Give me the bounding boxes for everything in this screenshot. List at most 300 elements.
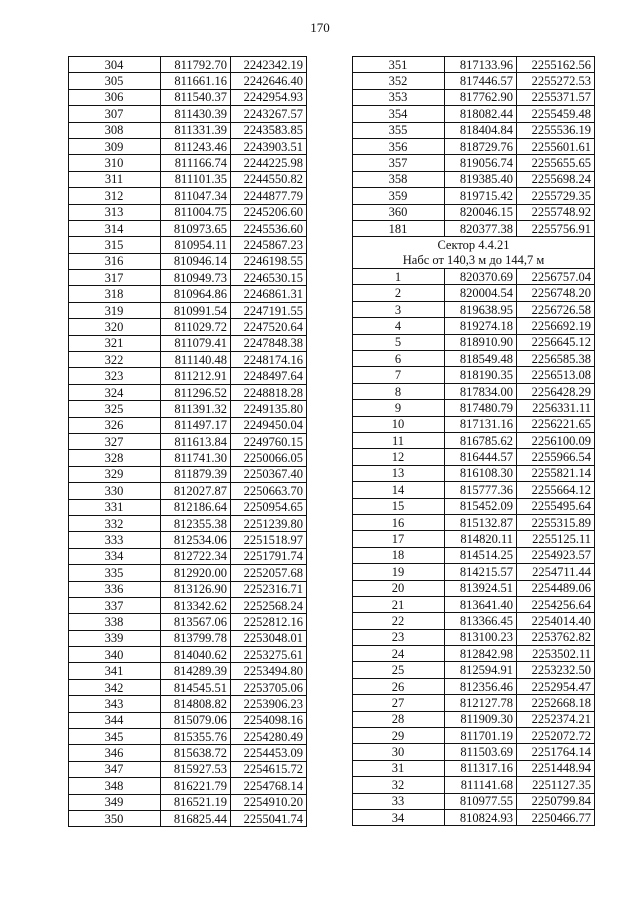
table-row [353, 449, 595, 465]
y-coordinate: 2256513.08 [517, 367, 595, 383]
table-row [353, 318, 595, 334]
table-row [69, 253, 307, 269]
y-coordinate: 2253494.80 [231, 663, 307, 679]
y-coordinate: 2256692.19 [517, 318, 595, 334]
y-coordinate: 2252316.71 [231, 581, 307, 597]
x-coordinate: 818910.90 [445, 334, 517, 350]
table-row [353, 400, 595, 416]
y-coordinate: 2255756.91 [517, 220, 595, 236]
table-row [353, 432, 595, 448]
x-coordinate: 811741.30 [161, 450, 231, 466]
x-coordinate: 815355.76 [161, 729, 231, 745]
point-number: 337 [69, 597, 161, 613]
table-row [353, 220, 595, 236]
point-number: 27 [353, 695, 445, 711]
y-coordinate: 2253232.50 [517, 662, 595, 678]
table-row [69, 663, 307, 679]
x-coordinate: 811317.16 [445, 760, 517, 776]
x-coordinate: 818549.48 [445, 351, 517, 367]
x-coordinate: 811497.17 [161, 417, 231, 433]
table-row [353, 367, 595, 383]
x-coordinate: 811879.39 [161, 466, 231, 482]
x-coordinate: 812356.46 [445, 678, 517, 694]
y-coordinate: 2255966.54 [517, 449, 595, 465]
table-row [69, 581, 307, 597]
point-number: 356 [353, 138, 445, 154]
x-coordinate: 813924.51 [445, 580, 517, 596]
y-coordinate: 2247520.64 [231, 319, 307, 335]
table-row [353, 711, 595, 727]
y-coordinate: 2256428.29 [517, 383, 595, 399]
table-row [69, 548, 307, 564]
table-row [69, 335, 307, 351]
y-coordinate: 2252812.16 [231, 614, 307, 630]
x-coordinate: 813799.78 [161, 630, 231, 646]
point-number: 349 [69, 794, 161, 810]
y-coordinate: 2255125.11 [517, 531, 595, 547]
y-coordinate: 2246861.31 [231, 286, 307, 302]
point-number: 360 [353, 204, 445, 220]
point-number: 25 [353, 662, 445, 678]
table-row [69, 384, 307, 400]
y-coordinate: 2255601.61 [517, 138, 595, 154]
table-row [353, 777, 595, 793]
x-coordinate: 816221.79 [161, 778, 231, 794]
y-coordinate: 2255664.12 [517, 482, 595, 498]
table-row [353, 89, 595, 105]
y-coordinate: 2247191.55 [231, 302, 307, 318]
table-row [69, 614, 307, 630]
table-row [353, 204, 595, 220]
table-row [69, 138, 307, 154]
x-coordinate: 811166.74 [161, 155, 231, 171]
table-row [69, 761, 307, 777]
y-coordinate: 2255655.65 [517, 155, 595, 171]
table-row [69, 532, 307, 548]
table-row [69, 630, 307, 646]
y-coordinate: 2254280.49 [231, 729, 307, 745]
point-number: 330 [69, 483, 161, 499]
x-coordinate: 819385.40 [445, 171, 517, 187]
x-coordinate: 817131.16 [445, 416, 517, 432]
point-number: 341 [69, 663, 161, 679]
point-number: 353 [353, 89, 445, 105]
table-row [69, 155, 307, 171]
point-number: 34 [353, 809, 445, 825]
y-coordinate: 2245536.60 [231, 220, 307, 236]
x-coordinate: 812842.98 [445, 646, 517, 662]
x-coordinate: 815927.53 [161, 761, 231, 777]
point-number: 333 [69, 532, 161, 548]
x-coordinate: 811661.16 [161, 73, 231, 89]
y-coordinate: 2242342.19 [231, 57, 307, 73]
point-number: 2 [353, 285, 445, 301]
table-row [353, 531, 595, 547]
y-coordinate: 2252072.72 [517, 728, 595, 744]
table-row [353, 596, 595, 612]
table-row [69, 565, 307, 581]
y-coordinate: 2251791.74 [231, 548, 307, 564]
table-row [69, 647, 307, 663]
table-row [353, 678, 595, 694]
x-coordinate: 816785.62 [445, 432, 517, 448]
point-number: 331 [69, 499, 161, 515]
table-row [69, 286, 307, 302]
point-number: 339 [69, 630, 161, 646]
y-coordinate: 2249450.04 [231, 417, 307, 433]
x-coordinate: 810973.65 [161, 220, 231, 236]
point-number: 309 [69, 138, 161, 154]
y-coordinate: 2255536.19 [517, 122, 595, 138]
point-number: 29 [353, 728, 445, 744]
table-row [353, 498, 595, 514]
y-coordinate: 2255729.35 [517, 188, 595, 204]
y-coordinate: 2254768.14 [231, 778, 307, 794]
y-coordinate: 2251239.80 [231, 515, 307, 531]
x-coordinate: 817834.00 [445, 383, 517, 399]
y-coordinate: 2253275.61 [231, 647, 307, 663]
y-coordinate: 2252374.21 [517, 711, 595, 727]
y-coordinate: 2244877.79 [231, 188, 307, 204]
point-number: 346 [69, 745, 161, 761]
point-number: 327 [69, 433, 161, 449]
y-coordinate: 2256748.20 [517, 285, 595, 301]
table-row [69, 679, 307, 695]
x-coordinate: 814808.82 [161, 696, 231, 712]
x-coordinate: 811212.91 [161, 368, 231, 384]
x-coordinate: 812722.34 [161, 548, 231, 564]
left-coordinates-table [68, 56, 307, 827]
point-number: 316 [69, 253, 161, 269]
x-coordinate: 811004.75 [161, 204, 231, 220]
point-number: 28 [353, 711, 445, 727]
point-number: 33 [353, 793, 445, 809]
y-coordinate: 2256645.12 [517, 334, 595, 350]
y-coordinate: 2255821.14 [517, 465, 595, 481]
point-number: 344 [69, 712, 161, 728]
table-row [69, 302, 307, 318]
y-coordinate: 2253048.01 [231, 630, 307, 646]
point-number: 311 [69, 171, 161, 187]
point-number: 304 [69, 57, 161, 73]
y-coordinate: 2251764.14 [517, 744, 595, 760]
point-number: 16 [353, 514, 445, 530]
point-number: 335 [69, 565, 161, 581]
table-row [69, 171, 307, 187]
x-coordinate: 817480.79 [445, 400, 517, 416]
x-coordinate: 819056.74 [445, 155, 517, 171]
table-row [353, 564, 595, 580]
table-row [353, 106, 595, 122]
table-row [353, 269, 595, 285]
table-row [69, 270, 307, 286]
point-number: 4 [353, 318, 445, 334]
x-coordinate: 816521.19 [161, 794, 231, 810]
sector-title-row [353, 237, 595, 253]
y-coordinate: 2250066.05 [231, 450, 307, 466]
x-coordinate: 813366.45 [445, 613, 517, 629]
x-coordinate: 812027.87 [161, 483, 231, 499]
point-number: 21 [353, 596, 445, 612]
point-number: 314 [69, 220, 161, 236]
x-coordinate: 814215.57 [445, 564, 517, 580]
y-coordinate: 2247848.38 [231, 335, 307, 351]
table-row [69, 597, 307, 613]
point-number: 355 [353, 122, 445, 138]
table-row [353, 57, 595, 73]
table-row [353, 301, 595, 317]
x-coordinate: 815132.87 [445, 514, 517, 530]
x-coordinate: 819274.18 [445, 318, 517, 334]
point-number: 359 [353, 188, 445, 204]
y-coordinate: 2243583.85 [231, 122, 307, 138]
x-coordinate: 811540.37 [161, 89, 231, 105]
x-coordinate: 818404.84 [445, 122, 517, 138]
point-number: 8 [353, 383, 445, 399]
y-coordinate: 2246530.15 [231, 270, 307, 286]
table-row [353, 662, 595, 678]
x-coordinate: 811430.39 [161, 106, 231, 122]
point-number: 24 [353, 646, 445, 662]
y-coordinate: 2250663.70 [231, 483, 307, 499]
y-coordinate: 2255371.57 [517, 89, 595, 105]
x-coordinate: 810949.73 [161, 270, 231, 286]
table-row [69, 188, 307, 204]
y-coordinate: 2255315.89 [517, 514, 595, 530]
table-row [69, 696, 307, 712]
x-coordinate: 811792.70 [161, 57, 231, 73]
point-number: 305 [69, 73, 161, 89]
x-coordinate: 810964.86 [161, 286, 231, 302]
x-coordinate: 811701.19 [445, 728, 517, 744]
x-coordinate: 811047.34 [161, 188, 231, 204]
x-coordinate: 816108.30 [445, 465, 517, 481]
x-coordinate: 814820.11 [445, 531, 517, 547]
y-coordinate: 2254923.57 [517, 547, 595, 563]
y-coordinate: 2249760.15 [231, 433, 307, 449]
point-number: 306 [69, 89, 161, 105]
y-coordinate: 2242646.40 [231, 73, 307, 89]
x-coordinate: 810946.14 [161, 253, 231, 269]
point-number: 318 [69, 286, 161, 302]
x-coordinate: 812127.78 [445, 695, 517, 711]
x-coordinate: 815777.36 [445, 482, 517, 498]
table-row [69, 352, 307, 368]
x-coordinate: 820046.15 [445, 204, 517, 220]
point-number: 332 [69, 515, 161, 531]
table-row [69, 106, 307, 122]
y-coordinate: 2256331.11 [517, 400, 595, 416]
y-coordinate: 2251448.94 [517, 760, 595, 776]
point-number: 22 [353, 613, 445, 629]
x-coordinate: 815452.09 [445, 498, 517, 514]
point-number: 350 [69, 810, 161, 826]
point-number: 313 [69, 204, 161, 220]
point-number: 20 [353, 580, 445, 596]
table-row [353, 122, 595, 138]
table-row [69, 778, 307, 794]
point-number: 31 [353, 760, 445, 776]
y-coordinate: 2256757.04 [517, 269, 595, 285]
point-number: 307 [69, 106, 161, 122]
x-coordinate: 817133.96 [445, 57, 517, 73]
point-number: 32 [353, 777, 445, 793]
y-coordinate: 2254615.72 [231, 761, 307, 777]
y-coordinate: 2243267.57 [231, 106, 307, 122]
y-coordinate: 2255272.53 [517, 73, 595, 89]
x-coordinate: 811243.46 [161, 138, 231, 154]
table-row [353, 383, 595, 399]
table-row [353, 760, 595, 776]
x-coordinate: 818729.76 [445, 138, 517, 154]
x-coordinate: 813567.06 [161, 614, 231, 630]
point-number: 338 [69, 614, 161, 630]
point-number: 10 [353, 416, 445, 432]
y-coordinate: 2254256.64 [517, 596, 595, 612]
x-coordinate: 819715.42 [445, 188, 517, 204]
y-coordinate: 2255698.24 [517, 171, 595, 187]
table-row [353, 514, 595, 530]
point-number: 12 [353, 449, 445, 465]
y-coordinate: 2256726.58 [517, 301, 595, 317]
x-coordinate: 811029.72 [161, 319, 231, 335]
point-number: 6 [353, 351, 445, 367]
x-coordinate: 815638.72 [161, 745, 231, 761]
table-row [69, 401, 307, 417]
table-row [69, 712, 307, 728]
x-coordinate: 816825.44 [161, 810, 231, 826]
table-row [69, 417, 307, 433]
table-row [353, 580, 595, 596]
point-number: 315 [69, 237, 161, 253]
y-coordinate: 2244225.98 [231, 155, 307, 171]
y-coordinate: 2245867.23 [231, 237, 307, 253]
x-coordinate: 810977.55 [445, 793, 517, 809]
right-coordinates-table [352, 56, 595, 826]
x-coordinate: 811909.30 [445, 711, 517, 727]
sector-subtitle: Набс от 140,3 м до 144,7 м [353, 253, 595, 269]
table-row [69, 810, 307, 826]
y-coordinate: 2255041.74 [231, 810, 307, 826]
x-coordinate: 813342.62 [161, 597, 231, 613]
table-row [69, 319, 307, 335]
point-number: 5 [353, 334, 445, 350]
x-coordinate: 813100.23 [445, 629, 517, 645]
y-coordinate: 2253502.11 [517, 646, 595, 662]
table-row [353, 171, 595, 187]
point-number: 17 [353, 531, 445, 547]
x-coordinate: 818082.44 [445, 106, 517, 122]
x-coordinate: 811331.39 [161, 122, 231, 138]
point-number: 18 [353, 547, 445, 563]
point-number: 329 [69, 466, 161, 482]
table-row [353, 547, 595, 563]
table-row [69, 450, 307, 466]
x-coordinate: 814040.62 [161, 647, 231, 663]
x-coordinate: 810824.93 [445, 809, 517, 825]
y-coordinate: 2256585.38 [517, 351, 595, 367]
point-number: 326 [69, 417, 161, 433]
point-number: 319 [69, 302, 161, 318]
table-row [353, 809, 595, 825]
x-coordinate: 810991.54 [161, 302, 231, 318]
page-number: 170 [310, 20, 330, 35]
table-row [69, 368, 307, 384]
table-row [353, 285, 595, 301]
point-number: 347 [69, 761, 161, 777]
point-number: 7 [353, 367, 445, 383]
table-row [353, 646, 595, 662]
point-number: 9 [353, 400, 445, 416]
table-row [353, 613, 595, 629]
table-row [353, 416, 595, 432]
table-row [353, 465, 595, 481]
y-coordinate: 2249135.80 [231, 401, 307, 417]
y-coordinate: 2254453.09 [231, 745, 307, 761]
x-coordinate: 811391.32 [161, 401, 231, 417]
y-coordinate: 2244550.82 [231, 171, 307, 187]
y-coordinate: 2254098.16 [231, 712, 307, 728]
x-coordinate: 812920.00 [161, 565, 231, 581]
x-coordinate: 811296.52 [161, 384, 231, 400]
table-row [69, 237, 307, 253]
x-coordinate: 819638.95 [445, 301, 517, 317]
table-row [69, 73, 307, 89]
y-coordinate: 2243903.51 [231, 138, 307, 154]
point-number: 340 [69, 647, 161, 663]
point-number: 345 [69, 729, 161, 745]
point-number: 358 [353, 171, 445, 187]
table-row [69, 220, 307, 236]
y-coordinate: 2248818.28 [231, 384, 307, 400]
y-coordinate: 2246198.55 [231, 253, 307, 269]
table-row [69, 57, 307, 73]
point-number: 342 [69, 679, 161, 695]
table-row [353, 482, 595, 498]
y-coordinate: 2252568.24 [231, 597, 307, 613]
x-coordinate: 812594.91 [445, 662, 517, 678]
x-coordinate: 820004.54 [445, 285, 517, 301]
y-coordinate: 2252057.68 [231, 565, 307, 581]
y-coordinate: 2253906.23 [231, 696, 307, 712]
sector-subtitle-row [353, 253, 595, 269]
point-number: 181 [353, 220, 445, 236]
point-number: 1 [353, 269, 445, 285]
point-number: 357 [353, 155, 445, 171]
point-number: 14 [353, 482, 445, 498]
y-coordinate: 2252954.47 [517, 678, 595, 694]
table-row [69, 204, 307, 220]
point-number: 19 [353, 564, 445, 580]
y-coordinate: 2242954.93 [231, 89, 307, 105]
x-coordinate: 811101.35 [161, 171, 231, 187]
sector-title: Сектор 4.4.21 [353, 237, 595, 253]
point-number: 312 [69, 188, 161, 204]
point-number: 352 [353, 73, 445, 89]
y-coordinate: 2255162.56 [517, 57, 595, 73]
x-coordinate: 811079.41 [161, 335, 231, 351]
y-coordinate: 2250466.77 [517, 809, 595, 825]
x-coordinate: 810954.11 [161, 237, 231, 253]
point-number: 323 [69, 368, 161, 384]
table-row [69, 466, 307, 482]
x-coordinate: 814514.25 [445, 547, 517, 563]
x-coordinate: 820370.69 [445, 269, 517, 285]
table-row [69, 122, 307, 138]
x-coordinate: 811503.69 [445, 744, 517, 760]
table-row [69, 483, 307, 499]
table-row [69, 794, 307, 810]
